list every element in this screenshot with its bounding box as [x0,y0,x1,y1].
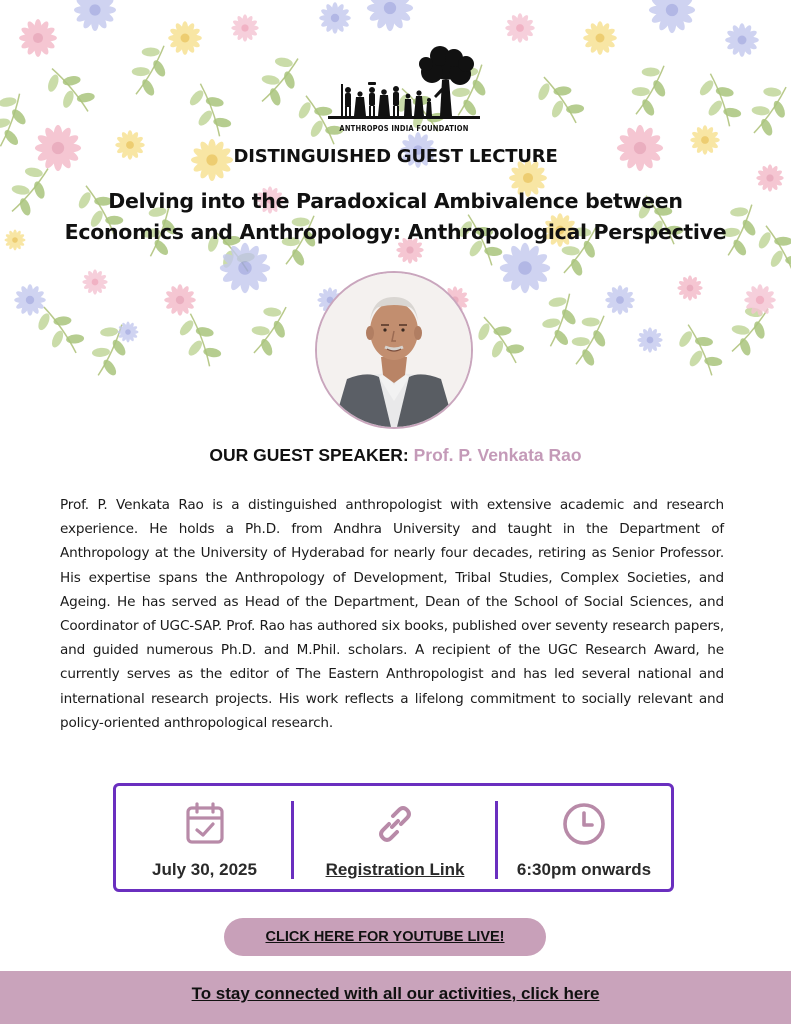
registration-link-block[interactable] [293,786,497,889]
footer-band [0,971,791,1024]
event-time: 6:30pm onwards [516,860,652,879]
guest-speaker-name: Prof. P. Venkata Rao [413,445,582,465]
event-time-block [497,786,671,889]
guest-speaker-label: OUR GUEST SPEAKER: [209,445,409,465]
speaker-portrait-illustration [317,273,471,427]
foundation-name: ANTHROPOS INDIA FOUNDATION [339,124,469,133]
speaker-bio: Prof. P. Venkata Rao is a distinguished anthropologist with extensive academic and research experience. He holds a Ph.D. from Andhra University and taught in the Department of Anthropology at the University of Hyderabad for nearly four decades, retiring as Senior Professor. His expertise spans the Anthropology of Development, Tribal Studies, Complex Societies, and Ageing. He has served as Head of the Department, Dean of the School of Social Sciences, and Coordinator of UGC-SAP. Prof. Rao has authored six books, published over seventy research papers, and guided numerous Ph.D. and M.Phil. scholars. A recipient of the UGC Research Award, he currently serves as the editor of The Eastern Anthropologist and has led several national and international research projects. His work reflects a lifelong commitment to socially relevant and policy-oriented anthropological research. [60,497,724,731]
guest-speaker-line [0,445,791,466]
lecture-title-line-2: Economics and Anthropology: Anthropological Perspective [64,220,727,244]
stay-connected-link[interactable]: To stay connected with all our activities, click here [191,984,600,1003]
lecture-title [20,186,771,248]
lecture-type-heading: DISTINGUISHED GUEST LECTURE [233,146,558,167]
registration-link[interactable]: Registration Link [325,860,465,879]
event-date: July 30, 2025 [152,860,257,879]
event-info-box [113,783,674,892]
event-date-block [116,786,293,889]
lecture-title-line-1: Delving into the Paradoxical Ambivalence between [108,189,683,213]
clock-icon [562,802,606,846]
tree-with-people-logo-icon [328,44,480,124]
foundation-logo [328,44,480,134]
link-icon[interactable] [373,802,417,846]
speaker-photo [315,271,473,429]
calendar-check-icon [185,802,225,846]
youtube-live-button[interactable]: CLICK HERE FOR YOUTUBE LIVE! [224,918,546,956]
